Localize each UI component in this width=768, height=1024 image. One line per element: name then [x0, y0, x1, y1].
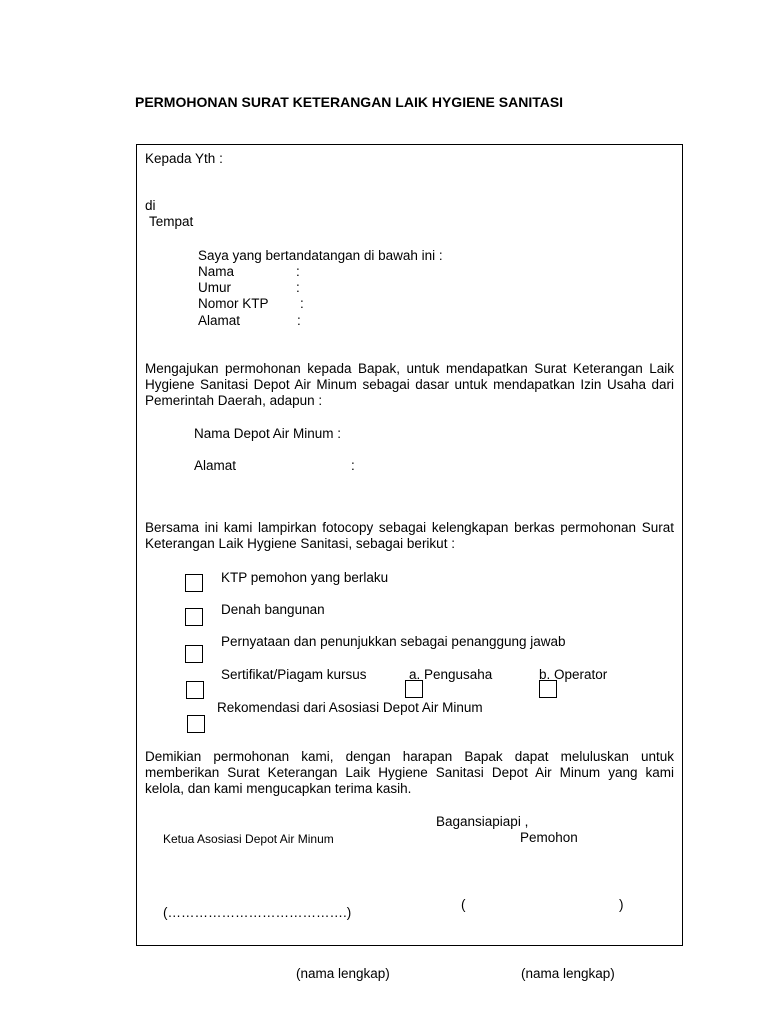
field-sep-umur: :	[296, 280, 300, 295]
request-paragraph: Mengajukan permohonan kepada Bapak, untuk mendapatkan Surat Keterangan Laik Hygiene Sanitasi Depot Air Minum sebagai dasar untuk mendapatkan Izin Usaha dari Pemerintah Daerah, adapun :	[145, 361, 674, 408]
recipient-label: Kepada Yth :	[145, 151, 223, 166]
checklist-label-sertifikat: Sertifikat/Piagam kursus	[221, 667, 367, 682]
depot-address-sep: :	[351, 458, 355, 473]
field-label-umur: Umur	[198, 280, 231, 295]
left-signature-line: (………………………………….)	[163, 905, 352, 920]
field-label-alamat: Alamat	[198, 313, 241, 328]
attachments-paragraph: Bersama ini kami lampirkan fotocopy sebagai kelengkapan berkas permohonan Surat Keterangan Laik Hygiene Sanitasi, sebagai berikut :	[145, 520, 674, 551]
checkbox-denah[interactable]	[185, 608, 203, 626]
field-sep-ktp: :	[300, 296, 304, 311]
checklist-label-denah: Denah bangunan	[221, 602, 325, 617]
left-signer-title: Ketua Asosiasi Depot Air Minum	[163, 832, 334, 846]
right-signature-close: )	[619, 897, 624, 912]
option-label-pengusaha: a. Pengusaha	[409, 667, 493, 682]
field-label-nama: Nama	[198, 264, 235, 279]
depot-address-label: Alamat	[194, 458, 237, 473]
right-signature-open: (	[461, 897, 466, 912]
checkbox-sertifikat[interactable]	[186, 681, 204, 699]
checkbox-rekomendasi[interactable]	[187, 715, 205, 733]
right-signer-title: Pemohon	[520, 830, 578, 845]
field-sep-alamat: :	[297, 313, 301, 328]
left-name-caption: (nama lengkap)	[296, 966, 390, 981]
checklist-label-pernyataan: Pernyataan dan penunjukkan sebagai penanggung jawab	[221, 634, 566, 649]
checkbox-ktp[interactable]	[185, 574, 203, 592]
field-sep-nama: :	[296, 264, 300, 279]
depot-name-label: Nama Depot Air Minum :	[194, 426, 342, 441]
closing-paragraph: Demikian permohonan kami, dengan harapan Bapak dapat meluluskan untuk memberikan Surat Keterangan Laik Hygiene Sanitasi Depot Air Minum yang kami kelola, dan kami mengucapkan terima kasih.	[145, 749, 674, 796]
checkbox-pengusaha[interactable]	[405, 680, 423, 698]
field-label-ktp: Nomor KTP	[198, 296, 269, 311]
checkbox-operator[interactable]	[539, 680, 557, 698]
di-label: di	[145, 198, 156, 213]
right-name-caption: (nama lengkap)	[521, 966, 615, 981]
checklist-label-ktp: KTP pemohon yang berlaku	[221, 570, 389, 585]
option-label-operator: b. Operator	[539, 667, 608, 682]
checklist-label-rekomendasi: Rekomendasi dari Asosiasi Depot Air Minum	[217, 700, 483, 715]
applicant-intro: Saya yang bertandatangan di bawah ini :	[198, 248, 443, 263]
place-label: Tempat	[149, 214, 194, 229]
place-date: Bagansiapiapi ,	[436, 814, 529, 829]
page-title: PERMOHONAN SURAT KETERANGAN LAIK HYGIENE SANITASI	[135, 94, 564, 110]
checkbox-pernyataan[interactable]	[185, 645, 203, 663]
